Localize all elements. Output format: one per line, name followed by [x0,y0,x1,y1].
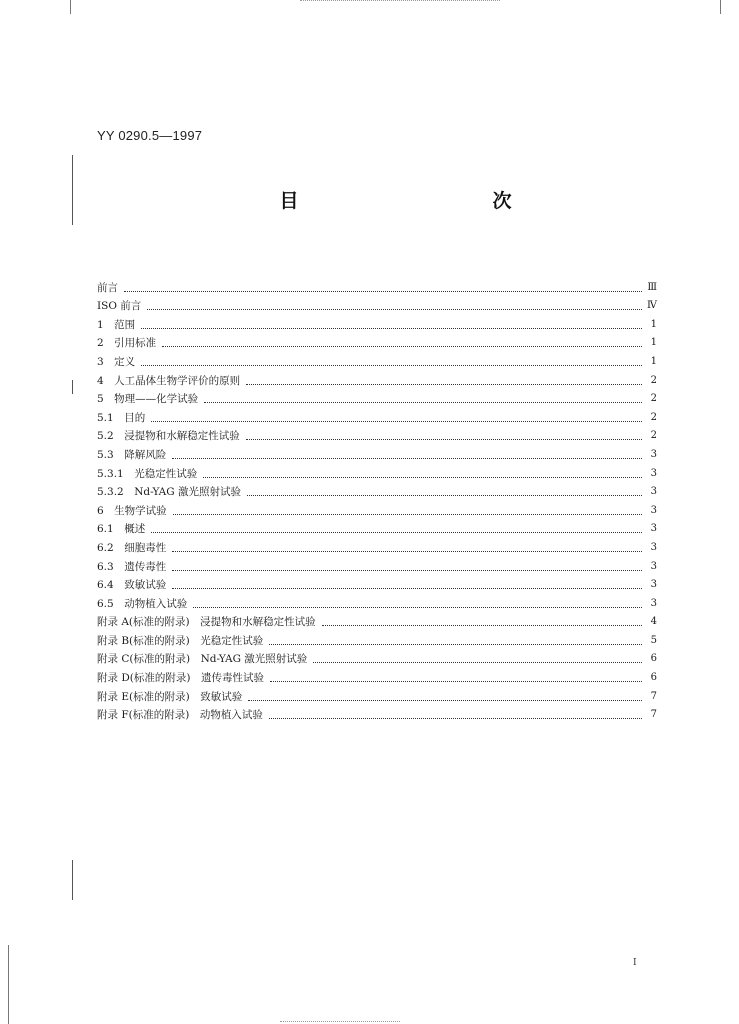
toc-leader-dots [172,551,642,552]
toc-leader-dots [162,346,642,347]
toc-entry-label: 5 物理——化学试验 [97,393,199,406]
toc-entry [97,685,657,704]
toc-entry-page: 6 [650,653,657,665]
toc-entry-page: 7 [650,709,657,721]
binding-mark [72,860,73,900]
toc-entry-page: 3 [650,560,657,572]
toc-leader-dots [246,439,642,440]
toc-entry [97,350,657,369]
toc-entry-page: 2 [650,374,657,386]
toc-entry-label: 6.1 概述 [97,523,146,536]
toc-entry-label: 2 引用标准 [97,337,157,350]
toc-entry-page: 6 [650,672,657,684]
scan-mark [8,945,9,1024]
toc-entry [97,555,657,574]
toc-entry-page: 2 [650,411,657,423]
toc-entry-page: 5 [650,634,657,646]
toc-leader-dots [322,625,642,626]
toc-leader-dots [151,532,642,533]
toc-leader-dots [269,718,642,719]
toc-entry-page: 3 [650,486,657,498]
toc-entry-label: 1 范围 [97,318,136,331]
toc-entry-label: 6 生物学试验 [97,504,167,517]
toc-leader-dots [147,309,642,310]
toc-entry-label: 附录 D(标准的附录) 遗传毒性试验 [97,672,264,685]
toc-entry [97,611,657,630]
toc-leader-dots [313,662,642,663]
toc-entry [97,648,657,667]
table-of-contents [97,276,657,722]
toc-entry-page: 3 [650,467,657,479]
toc-entry-label: 附录 E(标准的附录) 致敏试验 [97,690,243,703]
toc-entry [97,295,657,314]
toc-entry-label: 6.5 动物植入试验 [97,597,188,610]
toc-leader-dots [248,700,642,701]
toc-entry [97,388,657,407]
toc-entry [97,462,657,481]
toc-entry [97,499,657,518]
toc-entry-label: 5.3.1 光稳定性试验 [97,467,198,480]
toc-entry [97,276,657,295]
toc-leader-dots [203,477,642,478]
toc-entry [97,518,657,537]
toc-entry-page: 1 [650,355,657,367]
toc-entry-label: 3 定义 [97,355,136,368]
toc-entry [97,592,657,611]
toc-leader-dots [124,291,642,292]
toc-entry [97,629,657,648]
toc-entry-page: Ⅳ [647,300,657,312]
toc-entry-label: 5.2 浸提物和水解稳定性试验 [97,430,240,443]
toc-entry-page: 2 [650,430,657,442]
toc-leader-dots [204,402,642,403]
toc-title: 目 次 [279,190,564,212]
toc-entry-label: 5.3.2 Nd-YAG 激光照射试验 [97,486,241,499]
toc-entry-label: 6.2 细胞毒性 [97,541,167,554]
toc-leader-dots [246,384,642,385]
toc-entry-page: 3 [650,579,657,591]
scan-mark [720,0,721,14]
toc-entry-label: 4 人工晶体生物学评价的原则 [97,374,241,387]
toc-entry-label: 5.3 降解风险 [97,448,167,461]
binding-mark [72,380,73,394]
toc-leader-dots [172,458,642,459]
toc-leader-dots [173,514,642,515]
toc-entry-page: 3 [650,504,657,516]
scan-mark [70,0,71,14]
scan-artifact [300,0,500,3]
scan-artifact [280,1021,400,1022]
document-code: YY 0290.5—1997 [97,128,203,143]
toc-entry-page: 3 [650,597,657,609]
toc-entry-page: 1 [650,337,657,349]
toc-entry-page: 3 [650,523,657,535]
toc-leader-dots [141,328,642,329]
toc-entry [97,574,657,593]
toc-entry-label: 5.1 目的 [97,411,146,424]
toc-entry-label: 附录 F(标准的附录) 动物植入试验 [97,709,263,722]
toc-leader-dots [141,365,642,366]
toc-entry-label: ISO 前言 [97,300,142,313]
toc-entry-label: 附录 C(标准的附录) Nd-YAG 激光照射试验 [97,653,308,666]
toc-entry-page: 2 [650,393,657,405]
toc-entry-page: 1 [650,318,657,330]
toc-entry-page: 7 [650,690,657,702]
toc-entry-page: Ⅲ [647,281,657,293]
toc-entry-label: 6.3 遗传毒性 [97,560,167,573]
toc-entry [97,369,657,388]
page-number: I [633,958,637,968]
toc-entry [97,704,657,723]
toc-entry [97,443,657,462]
toc-entry-label: 前言 [97,281,118,294]
toc-entry [97,536,657,555]
toc-entry-page: 4 [650,616,657,628]
toc-entry [97,425,657,444]
toc-entry [97,332,657,351]
toc-entry-page: 3 [650,541,657,553]
toc-entry-label: 附录 A(标准的附录) 浸提物和水解稳定性试验 [97,616,316,629]
toc-leader-dots [247,495,642,496]
toc-leader-dots [270,681,642,682]
toc-leader-dots [193,607,642,608]
toc-entry-page: 3 [650,448,657,460]
toc-leader-dots [172,588,642,589]
toc-entry [97,481,657,500]
toc-entry-label: 6.4 致敏试验 [97,579,167,592]
toc-entry [97,406,657,425]
toc-entry [97,666,657,685]
toc-leader-dots [172,570,642,571]
toc-entry [97,313,657,332]
toc-entry-label: 附录 B(标准的附录) 光稳定性试验 [97,634,264,647]
toc-leader-dots [151,421,642,422]
toc-leader-dots [269,644,642,645]
